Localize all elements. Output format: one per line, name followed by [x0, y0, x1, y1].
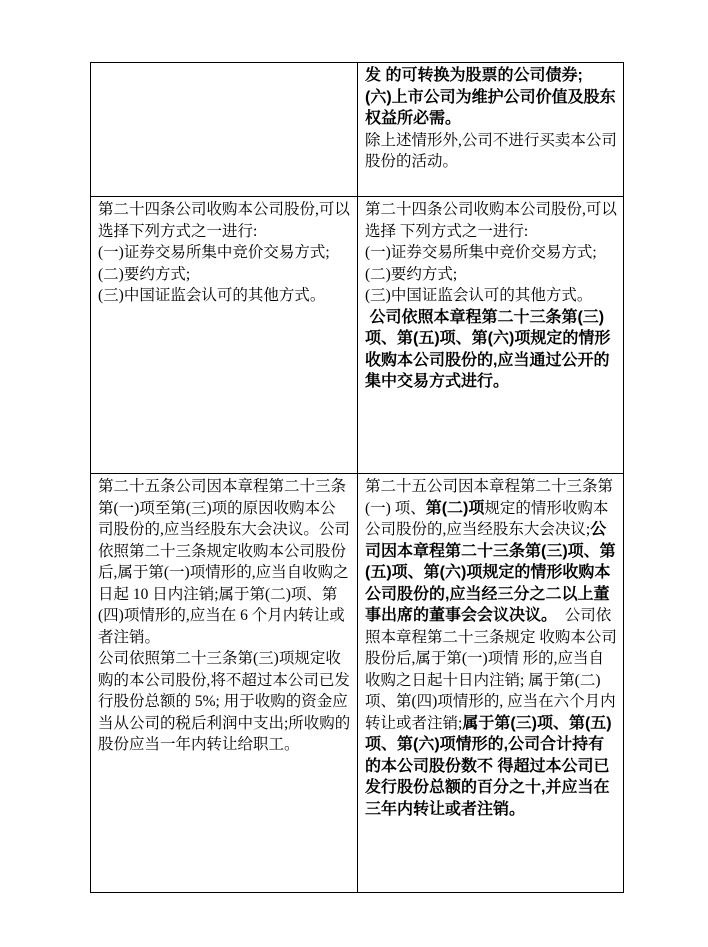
- paragraph: [365, 199, 617, 242]
- bold-text-run: (六)上市公司为维护公司价值及股东权益所必需。: [365, 88, 616, 127]
- text-run: (一)证券交易所集中竞价交易方式;: [365, 244, 597, 261]
- bold-text-run: 第(二)项: [425, 499, 485, 517]
- row1-cell-right: [358, 63, 624, 197]
- paragraph: [98, 242, 351, 264]
- paragraph: [98, 264, 351, 286]
- text-run: (三)中国证监会认可的其他方式。: [365, 287, 593, 304]
- comparison-table-body: [91, 63, 624, 893]
- table-row-2: [91, 197, 624, 474]
- bold-text-run: 属于第(三)项、第(五)项、第(六)项情形的,公司合计持有的本公司股份数不 得超过本公司已发行股份总额的百分之十,并应当在三年内转让或者注销。: [365, 714, 612, 818]
- paragraph: [98, 476, 351, 648]
- paragraph: [98, 648, 351, 756]
- text-run: (二)要约方式;: [365, 265, 458, 283]
- text-run: 公司依照第二十三条第(三)项规定收购的本公司股份,将不超过本公司已发行股份总额的 5%; 用于收购的资金应当从公司的税后利润中支出;所收购的股份应当一年内转让给职工。: [98, 650, 351, 753]
- text-run: 第二十五条公司因本章程第二十三条第(一)项至第(三)项的原因收购本公司股份的,应当经股东大会决议。公司依照第二十三条规定收购本公司股份后,属于第(一)项情形的,应当自收购之日起 10 日内注销;属于第(二)项、第(四)项情形的,应当在 6 个月内转让或者注销。: [98, 478, 350, 646]
- row1-cell-left: [91, 63, 358, 197]
- text-run: 除上述情形外,公司不进行买卖本公司股份的活动。: [365, 131, 617, 170]
- text-run: 规定的情形收购本公司股份的,应当经股东大会决议;: [365, 499, 609, 538]
- text-run: 第二十五公司因本章程第二十三条第(一) 项、: [365, 478, 614, 517]
- bold-text-run: 发 的可转换为股票的公司债券;: [365, 67, 583, 84]
- comparison-table: [90, 62, 624, 893]
- text-run: 第二十四条公司收购本公司股份,可以选择下列方式之一进行:: [98, 201, 350, 240]
- paragraph: [98, 199, 351, 242]
- paragraph: [365, 242, 617, 264]
- text-run: (三)中国证监会认可的其他方式。: [98, 287, 326, 304]
- text-run: (二)要约方式;: [98, 265, 191, 283]
- row3-cell-right: [358, 474, 624, 893]
- row3-cell-left: [91, 474, 358, 893]
- row2-cell-left: [91, 197, 358, 474]
- text-run: (一)证券交易所集中竞价交易方式;: [98, 244, 330, 261]
- paragraph: [365, 285, 617, 307]
- paragraph: [365, 87, 617, 130]
- paragraph: [365, 264, 617, 286]
- table-row-1: [91, 63, 624, 197]
- bold-text-run: 公司依照本章程第二十三条第(三)项、第(五)项、第(六)项规定的情形收购本公司股份的,应当通过公开的集中交易方式进行。: [365, 308, 611, 390]
- text-run: 第二十四条公司收购本公司股份,可以选择 下列方式之一进行:: [365, 201, 617, 240]
- row2-cell-right: [358, 197, 624, 474]
- paragraph: [365, 65, 617, 87]
- paragraph: [365, 307, 617, 393]
- paragraph: [98, 285, 351, 307]
- text-run: 公司依照本章程第二十三条规定 收购本公司股份后,属于第(一)项情 形的,应当自收购之日起十日内注销; 属于第(二)项、第(四)项情形的, 应当在六个月内转让或者注销;: [365, 607, 617, 732]
- paragraph: [365, 130, 617, 173]
- bold-text-run: 公司因本章程第二十三条第(三)项、第(五)项、第(六)项规定的情形收购本公司股份的,应当经三分之二以上董事出席的董事会会议决议。: [365, 521, 616, 624]
- table-row-3: [91, 474, 624, 893]
- paragraph: [365, 476, 617, 820]
